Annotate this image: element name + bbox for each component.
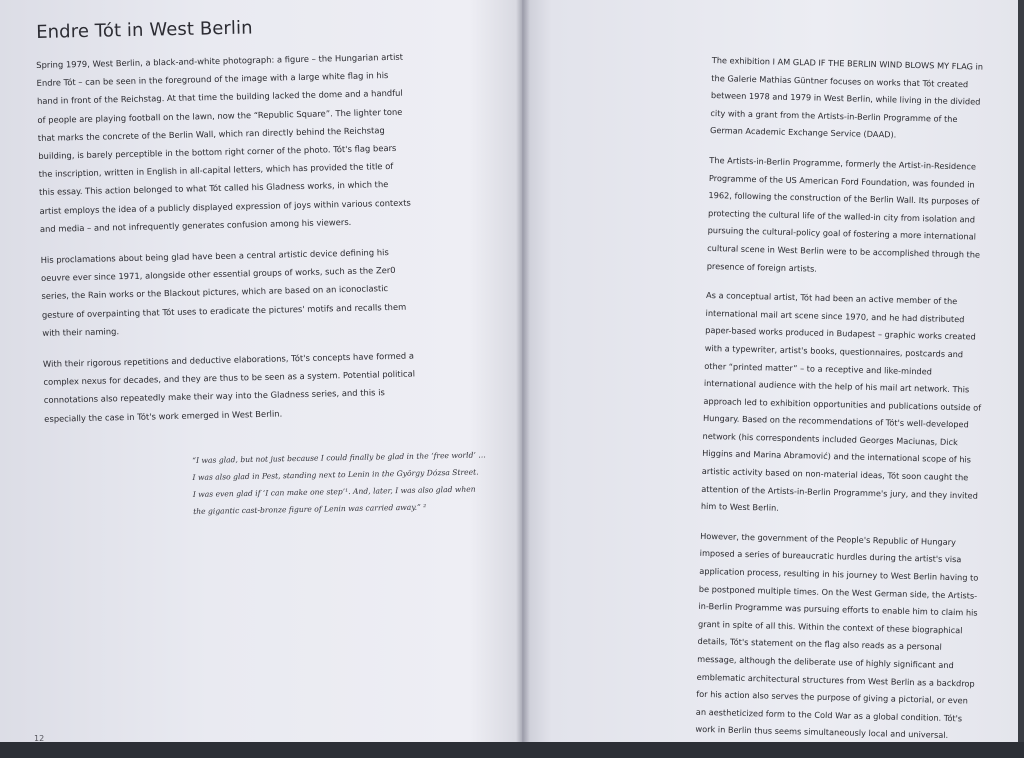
quote-line-1: “I was glad, but not just because I could finally be glad in the ‘free world’ …	[192, 450, 486, 465]
right-paragraph-2: The Artists-in-Berlin Programme, formerly the Artist-in-Residence Programme of the US American Ford Foundation, was founded in 1962, following the construction of the Berlin Wall. Its purposes of protecting the cultural life of the walled-in city from isolation and pursuing the cultural-policy goal of fostering a more international cultural scene in West Berlin were to be accomplished through the presence of foreign artists.	[706, 154, 981, 274]
left-paragraph-3: With their rigorous repetitions and deductive elaborations, Tót's concepts have formed a complex nexus for decades, and they are thus to be seen as a system. Potential political connotations also repeatedly make their way into the Gladness series, and this is especially the case in Tót's work emerged in West Berlin.	[42, 350, 416, 424]
block-quote	[192, 446, 503, 520]
right-body-text	[695, 52, 992, 758]
right-paragraph-3: As a conceptual artist, Tót had been an active member of the international mail art scene since 1970, and he had distributed paper-based works produced in Budapest – graphic works created with a typewriter, artist's books, questionnaires, postcards and other “printed matter” – to a receptive and like-minded international audience with the help of his mail art network. This approach led to exhibition opportunities and publications outside of Hungary. Based on the recommendations of Tót's well-developed network (his correspondents included Georges Maciunas, Dick Higgins and Marina Abramović) and the international scope of his artistic activity based on non-material ideas, Tót soon caught the attention of the Artists-in-Berlin Programme's jury, and they invited him to West Berlin.	[700, 290, 982, 514]
left-page	[0, 0, 522, 742]
page-number: 12	[34, 734, 45, 742]
left-body-text	[36, 48, 417, 441]
right-paragraph-4: However, the government of the People's Republic of Hungary imposed a series of bureaucratic hurdles during the artist's visa application process, resulting in his journey to West Berlin having to be postponed multiple times. On the West German side, the Artists-in-Berlin Programme was pursuing efforts to enable him to claim his grant in spite of all this. Within the context of these biographical details, Tót's statement on the flag also reads as a personal message, although the deliberate use of highly significant and emblematic architectural structures from West Berlin as a backdrop for his action also serves the purpose of giving a pictorial, or even an aestheticized form to the Cold War as a global condition. Tót's work in Berlin thus seems simultaneously local and universal.	[695, 530, 979, 741]
left-paragraph-2: His proclamations about being glad have been a central artistic device defining his oeuvre ever since 1971, alongside other essential groups of works, such as the Zer0 series, the Rain works or the Blackout pictures, which are based on an iconoclastic gesture of overpainting that Tót uses to eradicate the pictures' motifs and recalls them with their naming.	[40, 247, 407, 338]
page-edge	[1018, 0, 1024, 742]
right-paragraph-1: The exhibition I AM GLAD IF THE BERLIN WIND BLOWS MY FLAG in the Galerie Mathias Güntner focuses on works that Tót created between 1978 and 1979 in West Berlin, while living in the divided city with a grant from the Artists-in-Berlin Programme of the German Academic Exchange Service (DAAD).	[709, 54, 984, 140]
quote-line-4: the gigantic cast-bronze figure of Lenin was carried away.” ²	[193, 502, 427, 516]
book-gutter	[516, 0, 530, 742]
left-paragraph-1: Spring 1979, West Berlin, a black-and-white photograph: a figure – the Hungarian artist Endre Tót – can be seen in the foreground of the image with a large white flag in his hand in front of the Reichstag. At that time the building lacked the dome and a handful of people are playing football on the lawn, now the “Republic Square”. The lighter tone that marks the concrete of the Berlin Wall, which ran directly behind the Reichstag building, is barely perceptible in the bottom right corner of the photo. Tót's flag bears the inscription, written in English in all-capital letters, which has provided the title of this essay. This action belonged to what Tót called his Gladness works, in which the artist employs the idea of a publicly displayed expression of joys within various contexts and media – and not infrequently generates confusion among his viewers.	[36, 51, 411, 234]
quote-line-2: I was also glad in Pest, standing next to Lenin in the György Dózsa Street.	[192, 467, 479, 482]
quote-line-3: I was even glad if ‘I can make one step’¹. And, later, I was also glad when	[192, 484, 476, 499]
essay-title: Endre Tót in West Berlin	[36, 17, 253, 43]
